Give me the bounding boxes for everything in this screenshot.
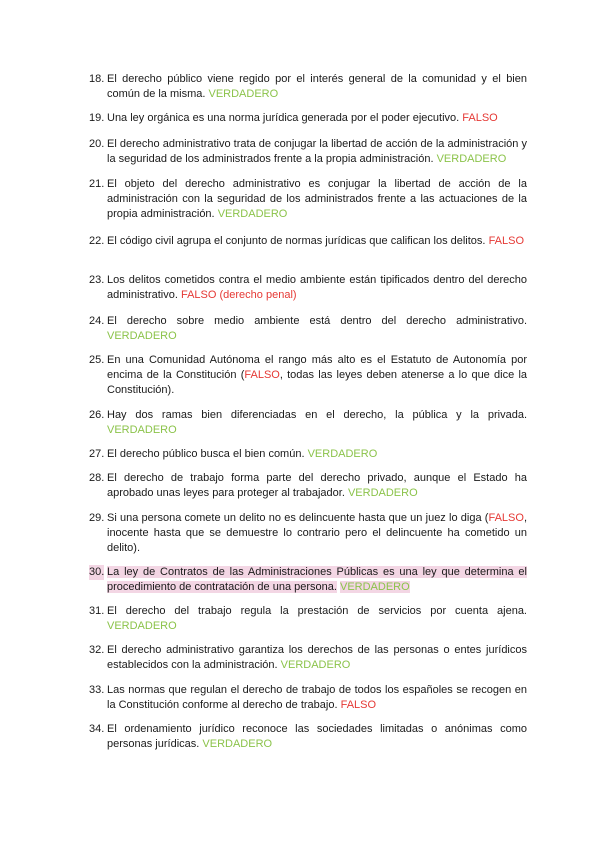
answer-true: VERDADERO bbox=[107, 620, 177, 632]
question-21 bbox=[89, 177, 527, 222]
question-text: Las normas que regulan el derecho de trabajo de todos los españoles se recogen en la Constitución conforme al derecho de trabajo. bbox=[107, 684, 527, 711]
answer-true: VERDADERO bbox=[436, 153, 507, 165]
answer-true: VERDADERO bbox=[107, 424, 177, 436]
question-23 bbox=[89, 273, 527, 303]
answer-false: FALSO bbox=[488, 512, 524, 524]
question-text: En una Comunidad Autónoma el rango más alto es el Estatuto de Autonomía por encima de la Constitución ( bbox=[107, 354, 527, 381]
question-text: El derecho público viene regido por el interés general de la comunidad y el bien común de la misma. bbox=[107, 73, 527, 100]
question-number: 32. bbox=[89, 644, 105, 656]
answer-true: VERDADERO bbox=[202, 738, 273, 750]
question-text-highlighted: La ley de Contratos de las Administraciones Públicas es una ley que determina el procedimiento de contratación de una persona. bbox=[107, 566, 527, 593]
answer-false: FALSO (derecho penal) bbox=[180, 289, 297, 301]
question-34 bbox=[89, 722, 527, 752]
question-28 bbox=[89, 471, 527, 501]
question-text: Hay dos ramas bien diferenciadas en el derecho, la pública y la privada. bbox=[107, 409, 527, 421]
question-number: 26. bbox=[89, 409, 105, 421]
answer-false: FALSO bbox=[462, 112, 498, 124]
question-30 bbox=[89, 565, 527, 595]
answer-true: VERDADERO bbox=[280, 659, 351, 671]
answer-true: VERDADERO bbox=[107, 330, 177, 342]
question-25 bbox=[89, 353, 527, 398]
answer-true: VERDADERO bbox=[307, 448, 378, 460]
question-text: El código civil agrupa el conjunto de normas jurídicas que califican los delitos. bbox=[107, 235, 486, 247]
question-text: El derecho del trabajo regula la prestación de servicios por cuenta ajena. bbox=[107, 605, 527, 617]
question-31 bbox=[89, 604, 527, 634]
answer-true: VERDADERO bbox=[347, 487, 418, 499]
question-number: 31. bbox=[89, 605, 105, 617]
question-number: 18. bbox=[89, 73, 105, 85]
question-20 bbox=[89, 137, 527, 167]
question-number: 33. bbox=[89, 684, 105, 696]
answer-true: VERDADERO bbox=[340, 581, 410, 593]
question-number: 29. bbox=[89, 512, 105, 524]
question-text-after: , inocente hasta que se demuestre lo contrario pero el delincuente ha cometido un delito). bbox=[107, 512, 527, 554]
question-18 bbox=[89, 72, 527, 102]
question-number: 25. bbox=[89, 354, 105, 366]
answer-false: FALSO bbox=[340, 699, 377, 711]
question-19 bbox=[89, 111, 527, 126]
question-number: 20. bbox=[89, 138, 105, 150]
answer-true: VERDADERO bbox=[208, 88, 279, 100]
question-24 bbox=[89, 314, 527, 344]
question-number: 27. bbox=[89, 448, 105, 460]
answer-false: FALSO bbox=[244, 369, 280, 381]
question-number: 24. bbox=[89, 315, 105, 327]
question-number: 30. bbox=[89, 566, 105, 578]
question-text: Si una persona comete un delito no es delincuente hasta que un juez lo diga ( bbox=[107, 512, 489, 524]
question-text: El objeto del derecho administrativo es conjugar la libertad de acción de la administración con la seguridad de los administrados frente a las actuaciones de la propia administración. bbox=[107, 178, 527, 220]
answer-false: FALSO bbox=[488, 235, 525, 247]
question-32 bbox=[89, 643, 527, 673]
question-text: El derecho sobre medio ambiente está dentro del derecho administrativo. bbox=[107, 315, 527, 327]
question-26 bbox=[89, 408, 527, 438]
question-22 bbox=[89, 234, 527, 249]
question-text: Una ley orgánica es una norma jurídica generada por el poder ejecutivo. bbox=[107, 112, 460, 124]
question-number: 23. bbox=[89, 274, 105, 286]
question-29 bbox=[89, 511, 527, 556]
question-number: 19. bbox=[89, 112, 105, 124]
question-number: 21. bbox=[89, 178, 105, 190]
question-number: 28. bbox=[89, 472, 105, 484]
question-number: 34. bbox=[89, 723, 105, 735]
question-text: Los delitos cometidos contra el medio ambiente están tipificados dentro del derecho administrativo. bbox=[107, 274, 527, 301]
question-text: El derecho administrativo garantiza los derechos de las personas o entes jurídicos establecidos con la administración. bbox=[107, 644, 527, 671]
question-text: El derecho de trabajo forma parte del derecho privado, aunque el Estado ha aprobado unas leyes para proteger al trabajador. bbox=[107, 472, 527, 499]
answer-true: VERDADERO bbox=[217, 208, 288, 220]
question-number: 22. bbox=[89, 235, 105, 247]
question-text: El derecho administrativo trata de conjugar la libertad de acción de la administración y la seguridad de los administrados frente a la propia administración. bbox=[107, 138, 527, 165]
question-27 bbox=[89, 447, 527, 462]
question-text: El ordenamiento jurídico reconoce las sociedades limitadas o anónimas como personas jurídicas. bbox=[107, 723, 527, 750]
question-33 bbox=[89, 683, 527, 713]
question-text-after: , todas las leyes deben atenerse a lo que dice la Constitución). bbox=[107, 369, 527, 396]
question-text: El derecho público busca el bien común. bbox=[107, 448, 305, 460]
